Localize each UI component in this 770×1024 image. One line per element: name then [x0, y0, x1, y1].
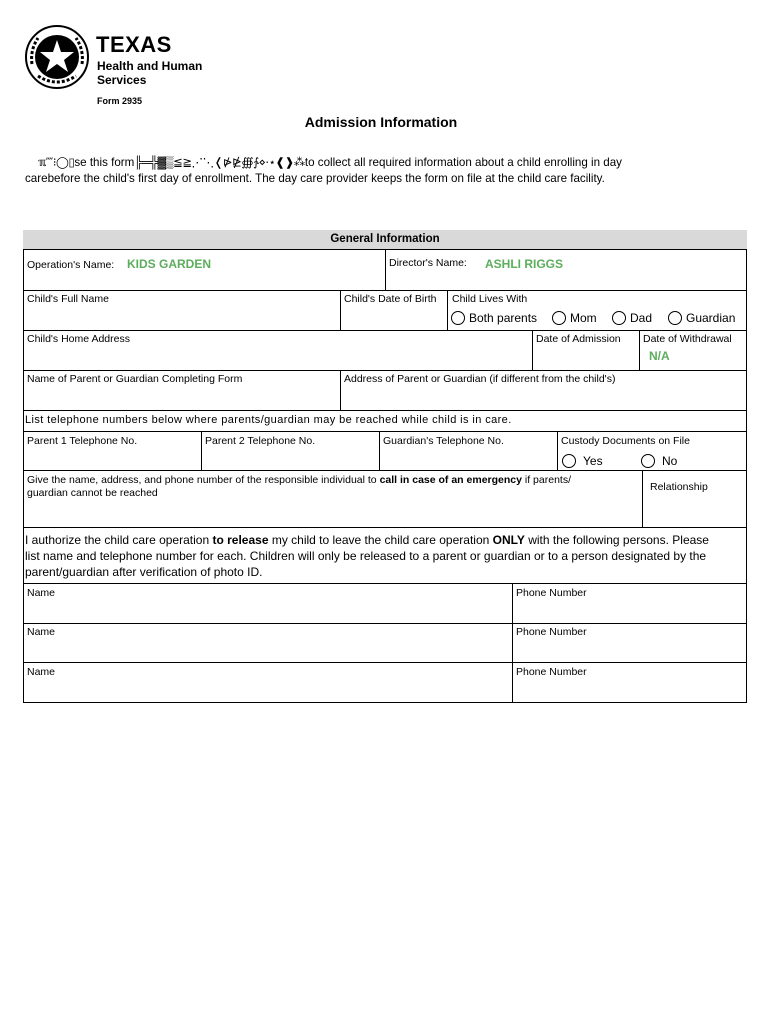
child-home-address-label: Child's Home Address	[27, 333, 130, 345]
custody-documents-label: Custody Documents on File	[561, 435, 690, 447]
release-name-label-3: Name	[27, 666, 56, 678]
release-name-label-2: Name	[27, 626, 56, 638]
release-line2: list name and telephone number for each. Children will only be released to a parent or guardian or to a person designated by the	[25, 549, 707, 563]
child-dob-label: Child's Date of Birth	[344, 293, 437, 305]
emergency-text-c: guardian cannot be reached	[27, 487, 158, 499]
radio-mom-label: Mom	[570, 311, 597, 325]
release-name-field-2[interactable]	[23, 623, 513, 663]
radio-custody-no-label: No	[662, 454, 678, 468]
general-information-header: General Information	[23, 230, 747, 249]
release-text-bold1: to release	[212, 533, 269, 547]
date-of-withdrawal-label: Date of Withdrawal	[643, 333, 732, 345]
emergency-contact-text	[27, 474, 637, 500]
radio-custody-yes-label: Yes	[583, 454, 603, 468]
parent-completing-form-label: Name of Parent or Guardian Completing Form	[27, 373, 243, 385]
relationship-label: Relationship	[650, 481, 708, 493]
director-name-label: Director's Name:	[389, 257, 467, 269]
phone-instruction-text: List telephone numbers below where parents/guardian may be reached while child is in care.	[25, 414, 512, 426]
director-name-value: ASHLI RIGGS	[485, 257, 564, 271]
radio-custody-yes[interactable]	[562, 454, 576, 468]
date-of-withdrawal-value: N/A	[649, 349, 670, 363]
texas-seal-logo	[24, 24, 90, 90]
release-text-bold2: ONLY	[492, 533, 525, 547]
parent-address-label: Address of Parent or Guardian (if different from the child's)	[344, 373, 616, 385]
release-phone-label-1: Phone Number	[516, 587, 587, 599]
radio-both-parents[interactable]	[451, 311, 465, 325]
parent1-phone-label: Parent 1 Telephone No.	[27, 435, 138, 447]
relationship-field[interactable]	[642, 470, 747, 528]
intro-line2-a: care	[25, 172, 48, 185]
agency-name-texas: TEXAS	[96, 32, 172, 57]
guardian-phone-label: Guardian's Telephone No.	[383, 435, 504, 447]
release-phone-label-2: Phone Number	[516, 626, 587, 638]
release-name-field-1[interactable]	[23, 583, 513, 624]
radio-guardian[interactable]	[668, 311, 682, 325]
radio-custody-no[interactable]	[641, 454, 655, 468]
release-text-c: with the following persons. Please	[524, 533, 709, 547]
release-name-label-1: Name	[27, 587, 56, 599]
intro-garbled-prefix: ℼ⁗⁝◯▯	[38, 156, 75, 169]
radio-guardian-label: Guardian	[686, 311, 736, 325]
release-phone-label-3: Phone Number	[516, 666, 587, 678]
intro-paragraph	[25, 155, 750, 187]
radio-both-parents-label: Both parents	[469, 311, 538, 325]
child-lives-with-label: Child Lives With	[452, 293, 528, 305]
parent2-phone-label: Parent 2 Telephone No.	[205, 435, 316, 447]
release-line3: parent/guardian after verification of photo ID.	[25, 565, 263, 579]
emergency-text-a: Give the name, address, and phone number of the responsible individual to	[27, 474, 380, 486]
operation-name-label: Operation's Name:	[27, 259, 115, 271]
intro-line2-b: before the child's first day of enrollment. The day care provider keeps the form on file at the child care facility.	[47, 172, 605, 185]
date-of-admission-label: Date of Admission	[536, 333, 621, 345]
director-name-field[interactable]	[385, 249, 747, 291]
agency-name-line2: Health and Human	[97, 59, 203, 73]
intro-text-a: se this form	[74, 156, 135, 169]
release-text-a: I authorize the child care operation	[25, 533, 213, 547]
radio-mom[interactable]	[552, 311, 566, 325]
page-title: Admission Information	[304, 114, 458, 130]
intro-garbled-mid: ╠═╬▓▒≦≧⋰⋱❬⋫⋭∰∱⋄⋅⋆❰❱⁂	[134, 156, 305, 169]
emergency-text-bold: call in case of an emergency	[379, 474, 522, 486]
radio-dad-label: Dad	[630, 311, 653, 325]
operation-name-value: KIDS GARDEN	[127, 257, 212, 271]
form-number: Form 2935	[97, 96, 143, 106]
agency-name-line3: Services	[97, 73, 147, 87]
release-name-field-3[interactable]	[23, 662, 513, 703]
emergency-text-b: if parents/	[521, 474, 571, 486]
intro-text-b: to collect all required information about a child enrolling in day	[304, 156, 622, 169]
child-full-name-label: Child's Full Name	[27, 293, 109, 305]
radio-dad[interactable]	[612, 311, 626, 325]
release-text-b: my child to leave the child care operation	[268, 533, 493, 547]
release-authorization-text	[25, 532, 745, 580]
